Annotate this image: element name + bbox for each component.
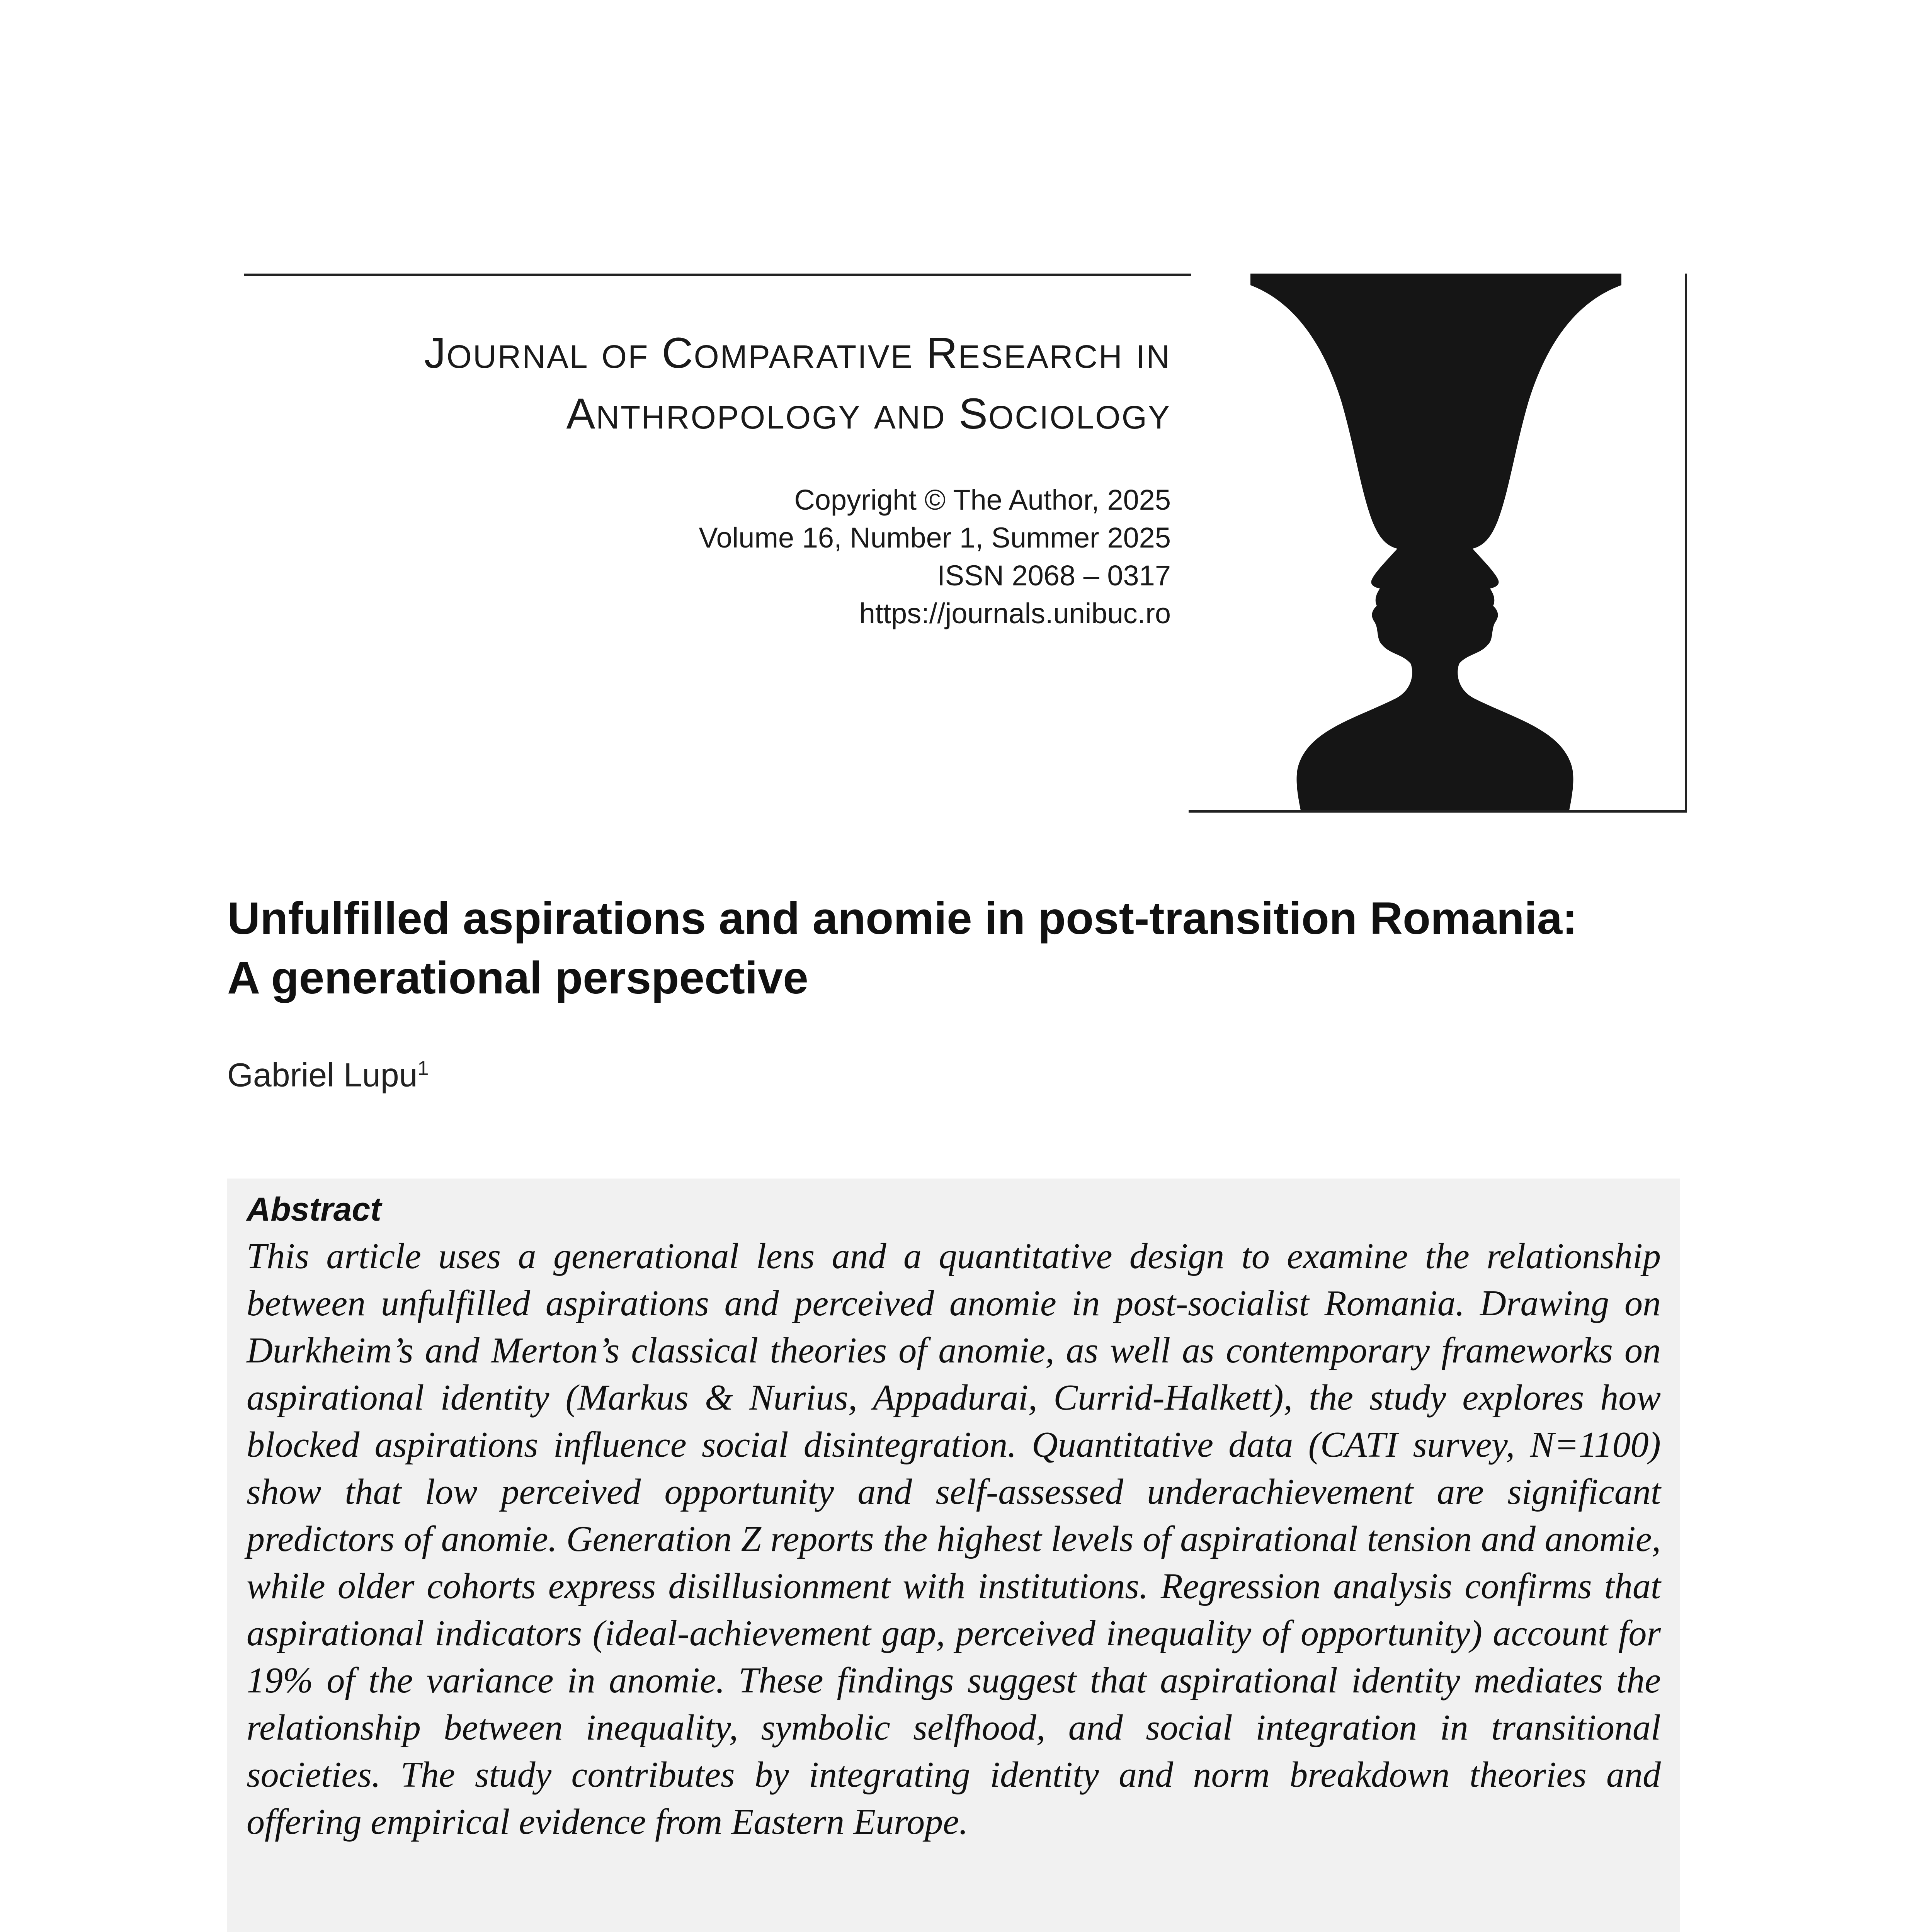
author-name: Gabriel Lupu: [227, 1056, 418, 1094]
journal-name-line-2: ANTHROPOLOGY AND SOCIOLOGY: [566, 389, 1171, 438]
publication-info: [541, 481, 1171, 633]
article-title: [227, 889, 1696, 1008]
abstract-text: This article uses a generational lens and a quantitative design to examine the relationship between unfulfilled aspirations and perceived anomie in post-socialist Romania. Drawing on Durkheim’s and Merton’s classical theories of anomie, as well as contemporary frameworks on aspirational identity (Markus & Nurius, Appadurai, Currid-Halkett), the study explores how blocked aspirations influence social disintegration. Quantitative data (CATI survey, N=1100) show that low perceived opportunity and self-assessed underachievement are significant predictors of anomie. Generation Z reports the highest levels of aspirational tension and anomie, while older cohorts express disillusionment with institutions. Regression analysis confirms that aspirational indicators (ideal-achievement gap, perceived inequality of opportunity) account for 19% of the variance in anomie. These findings suggest that aspirational identity mediates the relationship between inequality, symbolic selfhood, and social integration in transitional societies. The study contributes by integrating identity and norm breakdown theories and offering empirical evidence from Eastern Europe.: [247, 1236, 1661, 1842]
copyright-line: Copyright © The Author, 2025: [794, 484, 1171, 516]
rubin-vase-faces-icon: [1189, 274, 1685, 810]
journal-name-line-1: JOURNAL OF COMPARATIVE RESEARCH IN: [424, 329, 1171, 377]
article-title-line-1: Unfulfilled aspirations and anomie in post-transition Romania:: [227, 893, 1578, 944]
article-title-line-2: A generational perspective: [227, 952, 808, 1003]
journal-url[interactable]: https://journals.unibuc.ro: [859, 597, 1171, 629]
issn-line: ISSN 2068 – 0317: [937, 560, 1171, 592]
journal-logo-frame: [1189, 274, 1687, 813]
header-top-rule: [244, 274, 1191, 276]
abstract-heading: Abstract: [247, 1191, 381, 1228]
journal-name: [270, 325, 1171, 446]
abstract-box: [227, 1179, 1680, 1932]
author-line: [227, 1047, 429, 1097]
author-footnote-marker[interactable]: 1: [417, 1057, 429, 1080]
volume-line: Volume 16, Number 1, Summer 2025: [699, 522, 1171, 554]
